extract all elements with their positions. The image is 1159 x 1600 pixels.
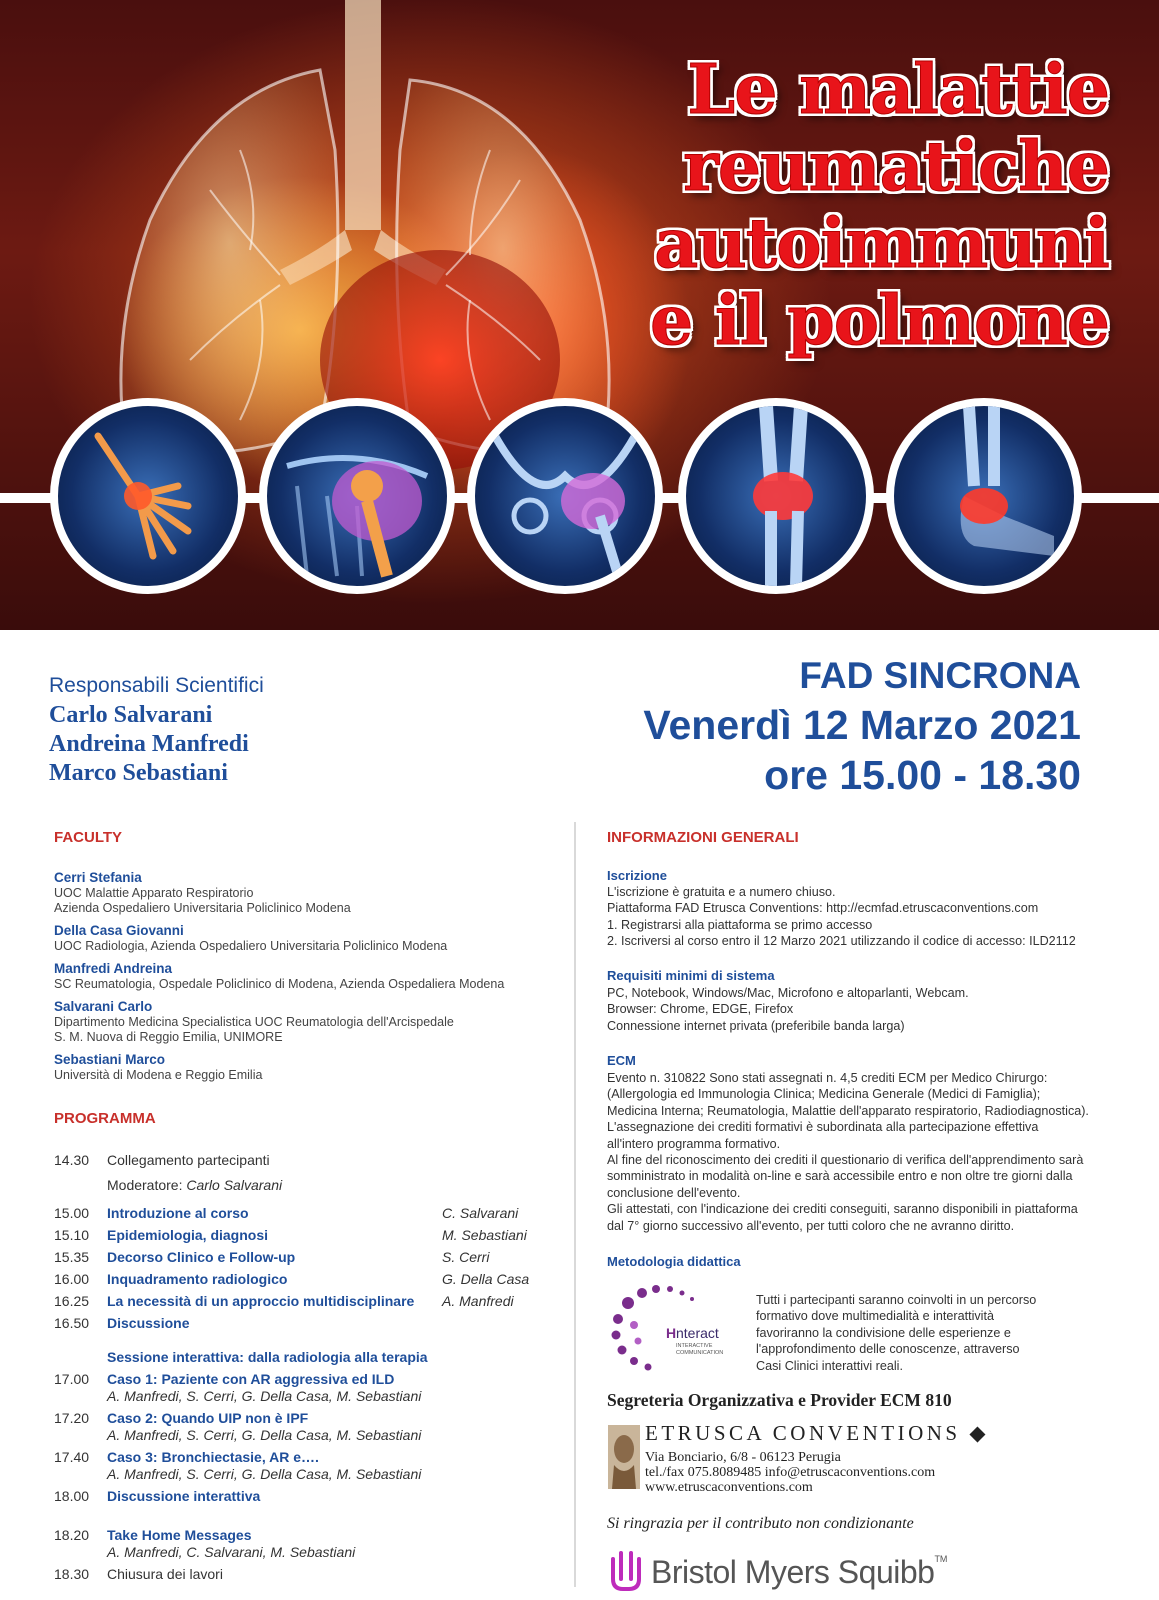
info-line: all'intero programma formativo. <box>607 1136 781 1151</box>
ankle-xray-image <box>886 398 1082 594</box>
diamond-icon: ◆ <box>969 1421 990 1445</box>
hero-title-line: autoimmuni <box>654 204 1109 284</box>
program-title: Caso 1: Paziente con AR aggressiva ed ILD <box>107 1371 395 1387</box>
svg-text:H: H <box>666 1325 677 1341</box>
program-title: Caso 3: Bronchiectasie, AR e…. <box>107 1449 319 1465</box>
moderator-label: Moderatore: <box>107 1177 183 1193</box>
faculty-name: Sebastiani Marco <box>54 1052 166 1067</box>
info-line: l'approfondimento delle conoscenze, attraverso <box>756 1342 1020 1357</box>
info-line: PC, Notebook, Windows/Mac, Microfono e altoparlanti, Webcam. <box>607 986 969 1000</box>
info-line: Browser: Chrome, EDGE, Firefox <box>607 1002 794 1017</box>
event-date: Venerdì 12 Marzo 2021 <box>643 702 1081 748</box>
event-time: ore 15.00 - 18.30 <box>764 752 1081 798</box>
program-time: 14.30 <box>54 1152 90 1168</box>
program-title: Introduzione al corso <box>107 1205 249 1221</box>
info-line: Piattaforma FAD Etrusca Conventions: http://ecmfad.etruscaconventions.com <box>607 901 1039 916</box>
requisiti-text <box>607 985 1107 1034</box>
program-speaker: A. Manfredi <box>442 1293 514 1309</box>
bms-logo-icon <box>607 1549 645 1593</box>
info-line: Evento n. 310822 Sono stati assegnati n. 4,5 crediti ECM per Medico Chirurgo: <box>607 1071 1048 1085</box>
interact-logo-sub: COMMUNICATION <box>676 1350 724 1356</box>
program-title: Inquadramento radiologico <box>107 1271 288 1287</box>
program-time: 18.20 <box>54 1527 90 1543</box>
faculty-affiliation: UOC Radiologia, Azienda Ospedaliero Universitaria Policlinico Modena <box>54 939 448 953</box>
requisiti-title: Requisiti minimi di sistema <box>607 968 775 983</box>
program-time: 16.50 <box>54 1315 90 1331</box>
program-time: 15.10 <box>54 1227 90 1243</box>
responsabile-name: Carlo Salvarani <box>49 702 213 728</box>
metodologia-title: Metodologia didattica <box>607 1254 741 1269</box>
info-line: L'assegnazione dei crediti formativi è subordinata alla partecipazione effettiva <box>607 1120 1039 1135</box>
ecm-text <box>607 1070 1107 1234</box>
responsabile-name: Andreina Manfredi <box>49 731 249 757</box>
faculty-affiliation: S. M. Nuova di Reggio Emilia, UNIMORE <box>54 1030 283 1044</box>
program-time: 17.20 <box>54 1410 90 1426</box>
info-line: Gli attestati, con l'indicazione dei crediti conseguiti, saranno disponibili in piattaforma <box>607 1202 1078 1217</box>
info-line: dal 7° giorno successivo all'evento, per tutti coloro che ne avranno diritto. <box>607 1218 1015 1233</box>
program-time: 16.00 <box>54 1271 90 1287</box>
program-title: Discussione interattiva <box>107 1488 261 1504</box>
hero-title-line: e il polmone <box>649 281 1109 361</box>
info-line: L'iscrizione è gratuita e a numero chiuso. <box>607 885 836 899</box>
hero-title-line: reumatiche <box>683 127 1109 207</box>
faculty-member <box>54 1052 554 1083</box>
program-title: Chiusura dei lavori <box>107 1566 223 1582</box>
sponsor-thanks: Si ringrazia per il contributo non condizionante <box>607 1515 914 1532</box>
program-speaker: C. Salvarani <box>442 1205 519 1221</box>
info-line: Tutti i partecipanti saranno coinvolti in un percorso <box>756 1293 1037 1307</box>
iscrizione-text <box>607 884 1107 950</box>
info-line: formativo dove multimedialità e interattività <box>756 1309 994 1324</box>
info-line: Connessione internet privata (preferibile banda larga) <box>607 1018 905 1033</box>
program-time: 17.40 <box>54 1449 90 1465</box>
info-line: (Allergologia ed Immunologia Clinica; Medicina Generale (Medici di Famiglia); <box>607 1087 1041 1102</box>
faculty-name: Manfredi Andreina <box>54 961 173 976</box>
faculty-affiliation: Università di Modena e Reggio Emilia <box>54 1068 263 1082</box>
faculty-affiliation: Azienda Ospedaliero Universitaria Policlinico Modena <box>54 901 351 915</box>
moderator-name: Carlo Salvarani <box>186 1177 283 1193</box>
program-time: 17.00 <box>54 1371 90 1387</box>
programma-heading: PROGRAMMA <box>54 1110 156 1127</box>
metodologia-text <box>756 1292 1086 1374</box>
session-title: Sessione interattiva: dalla radiologia alla terapia <box>107 1349 428 1365</box>
responsabile-name: Marco Sebastiani <box>49 760 228 786</box>
program-time: 15.35 <box>54 1249 90 1265</box>
etrusca-contacts: tel./fax 075.8089485 info@etruscaconventions.com <box>645 1465 936 1480</box>
interact-logo-sub: INTERACTIVE <box>676 1343 713 1349</box>
faculty-member <box>54 999 554 1045</box>
sponsor-name: Bristol Myers Squibb <box>651 1554 935 1590</box>
info-line: Al fine del riconoscimento dei crediti il questionario di verifica dell'apprendimento sarà <box>607 1153 1084 1168</box>
shoulder-xray-image <box>259 398 455 594</box>
program-authors: A. Manfredi, C. Salvarani, M. Sebastiani <box>107 1544 356 1560</box>
faculty-name: Della Casa Giovanni <box>54 923 184 938</box>
faculty-affiliation: Dipartimento Medicina Specialistica UOC Reumatologia dell'Arcispedale <box>54 1015 454 1029</box>
program-authors: A. Manfredi, S. Cerri, G. Della Casa, M. Sebastiani <box>107 1388 422 1404</box>
info-line: favoriranno la condivisione delle esperienze e <box>756 1325 1011 1340</box>
program-time: 15.00 <box>54 1205 90 1221</box>
program-title: Discussione <box>107 1315 190 1331</box>
faculty-affiliation: SC Reumatologia, Ospedale Policlinico di Modena, Azienda Ospedaliera Modena <box>54 977 505 991</box>
trademark: TM <box>934 1554 948 1564</box>
program-title: Take Home Messages <box>107 1527 252 1543</box>
info-line: 2. Iscriversi al corso entro il 12 Marzo 2021 utilizzando il codice di accesso: ILD2112 <box>607 934 1076 949</box>
program-time: 18.30 <box>54 1566 90 1582</box>
faculty-member <box>54 923 554 954</box>
hero-banner <box>0 0 1159 630</box>
program-speaker: M. Sebastiani <box>442 1227 527 1243</box>
program-title: Decorso Clinico e Follow-up <box>107 1249 296 1265</box>
info-line: conclusione dell'evento. <box>607 1185 741 1200</box>
etrusca-website: www.etruscaconventions.com <box>645 1480 813 1495</box>
faculty-affiliation: UOC Malattie Apparato Respiratorio <box>54 886 254 900</box>
knee-xray-image <box>678 398 874 594</box>
program-title: La necessità di un approccio multidisciplinare <box>107 1293 415 1309</box>
info-heading: INFORMAZIONI GENERALI <box>607 829 799 846</box>
program-speaker: S. Cerri <box>442 1249 490 1265</box>
program-authors: A. Manfredi, S. Cerri, G. Della Casa, M. Sebastiani <box>107 1427 422 1443</box>
bms-logo-text <box>651 1554 947 1591</box>
etrusca-address: Via Bonciario, 6/8 - 06123 Perugia <box>645 1450 841 1465</box>
program-speaker: G. Della Casa <box>442 1271 530 1287</box>
event-format: FAD SINCRONA <box>799 655 1081 696</box>
faculty-heading: FACULTY <box>54 829 123 846</box>
program-authors: A. Manfredi, S. Cerri, G. Della Casa, M. Sebastiani <box>107 1466 422 1482</box>
ecm-title: ECM <box>607 1053 636 1068</box>
hip-xray-image <box>467 398 663 594</box>
faculty-member <box>54 961 554 992</box>
interact-logo-text: nteract <box>676 1325 719 1341</box>
responsabili-label: Responsabili Scientifici <box>49 674 264 697</box>
iscrizione-title: Iscrizione <box>607 868 667 883</box>
segreteria-heading: Segreteria Organizzativa e Provider ECM 810 <box>607 1390 952 1410</box>
program-title: Epidemiologia, diagnosi <box>107 1227 269 1243</box>
program-time: 16.25 <box>54 1293 90 1309</box>
etrusca-logo-icon <box>608 1425 640 1489</box>
info-line: Casi Clinici interattivi reali. <box>756 1358 903 1373</box>
moderator-line <box>107 1177 282 1194</box>
program-title: Caso 2: Quando UIP non è IPF <box>107 1410 309 1426</box>
info-line: Medicina Interna; Reumatologia, Malattie dell'apparato respiratorio, Radiodiagnostica). <box>607 1103 1089 1118</box>
hand-xray-image <box>50 398 246 594</box>
interact-logo <box>608 1283 738 1378</box>
program-title: Collegamento partecipanti <box>107 1152 270 1168</box>
info-line: 1. Registrarsi alla piattaforma se primo accesso <box>607 917 873 932</box>
hero-title-line: Le malattie <box>687 50 1109 130</box>
faculty-member <box>54 870 554 916</box>
faculty-name: Cerri Stefania <box>54 870 142 885</box>
etrusca-company-name <box>645 1421 989 1446</box>
company-name: ETRUSCA CONVENTIONS <box>645 1421 961 1445</box>
faculty-name: Salvarani Carlo <box>54 999 153 1014</box>
column-divider <box>574 822 576 1587</box>
info-line: somministrato in modalità on-line e sarà accessibile entro e non oltre tre giorni dalla <box>607 1169 1073 1184</box>
program-time: 18.00 <box>54 1488 90 1504</box>
hero-title <box>549 52 1109 360</box>
